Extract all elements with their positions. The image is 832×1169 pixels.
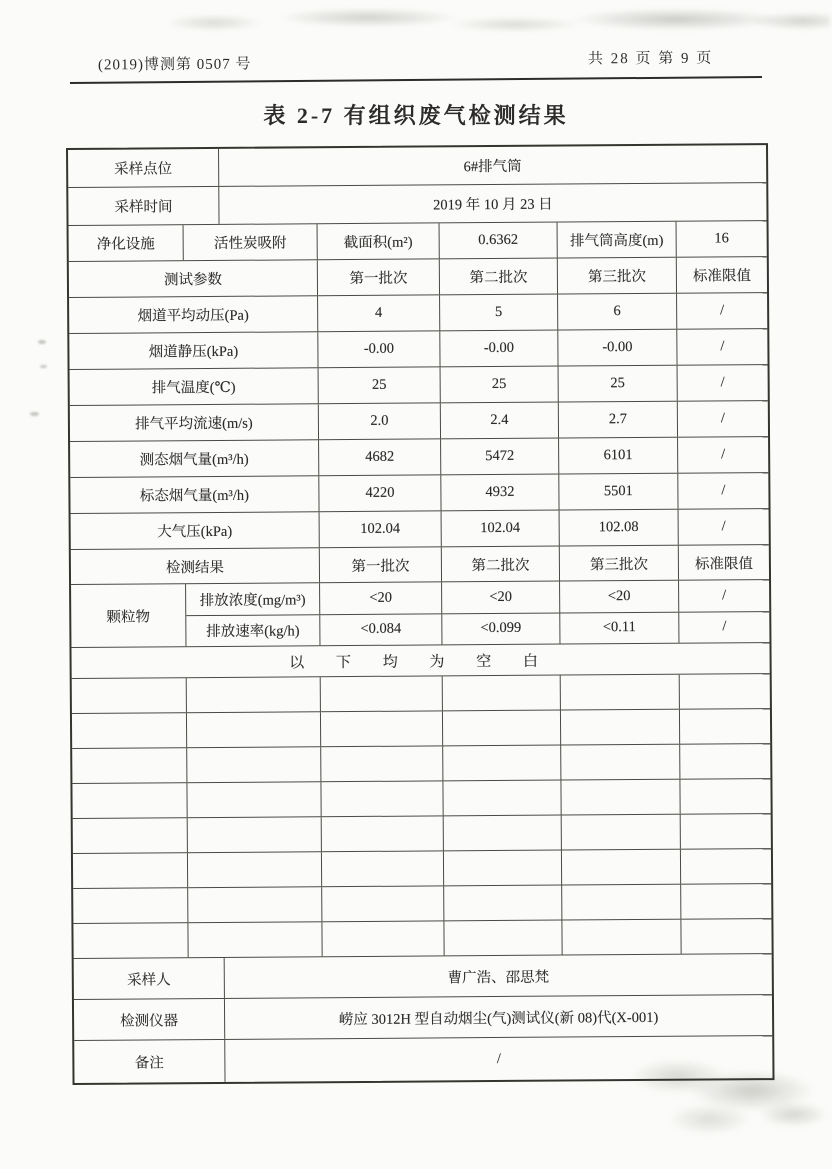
param-value: 4682 <box>319 439 441 475</box>
blank-cell <box>73 818 188 853</box>
param-value: 25 <box>559 366 678 402</box>
blank-cell <box>444 921 562 956</box>
param-value: 2.7 <box>559 402 678 438</box>
param-value: 25 <box>319 367 441 403</box>
emission-concentration-label: 排放浓度(mg/m³) <box>186 583 320 614</box>
limit-header: 标准限值 <box>692 268 751 285</box>
blank-cell <box>187 782 321 817</box>
blank-row <box>72 709 770 749</box>
table-title: 表 2-7 有组织废气检测结果 <box>263 103 569 128</box>
sampling-time-value: 2019 年 10 月 23 日 <box>433 196 553 214</box>
param-value: 2.0 <box>319 403 441 439</box>
param-limit: / <box>720 338 725 355</box>
table-row-blank-note <box>71 643 769 679</box>
blank-cell <box>321 781 443 816</box>
blank-row <box>73 814 771 854</box>
limit-header: 标准限值 <box>694 555 753 573</box>
blank-cell <box>562 885 681 920</box>
blank-cell <box>187 747 321 782</box>
batch2-header: 第二批次 <box>440 259 558 295</box>
blank-cell <box>73 888 188 923</box>
blank-cell <box>444 851 562 886</box>
param-value: 102.08 <box>560 510 679 546</box>
emission-limit: / <box>722 587 727 604</box>
blank-row <box>73 919 771 959</box>
table-row-sampler <box>74 954 772 1000</box>
blank-cell <box>73 923 188 958</box>
cross-section-value: 0.6362 <box>440 223 558 259</box>
blank-row <box>73 849 771 889</box>
blank-cell <box>188 852 322 887</box>
table-row-result-header <box>71 545 769 585</box>
param-limit: / <box>721 482 726 499</box>
blank-cell <box>72 678 187 713</box>
blank-row <box>72 674 770 714</box>
blank-cell <box>562 920 681 955</box>
blank-cell <box>680 744 770 779</box>
blank-row <box>72 744 770 784</box>
blank-cell <box>187 712 321 747</box>
blank-cell <box>561 710 680 745</box>
blank-cell <box>681 814 771 849</box>
blank-note: 以 下 均 为 空 白 <box>289 653 553 671</box>
pollutant-subrows <box>186 580 769 646</box>
param-value: 6 <box>558 294 677 330</box>
table-row-exhaust-temperature <box>70 365 768 406</box>
batch2-header: 第二批次 <box>442 547 560 582</box>
cross-section-label: 截面积(m²) <box>318 223 440 259</box>
table-row-standard-flue-gas <box>70 473 768 514</box>
emission-value: <20 <box>560 581 679 612</box>
blank-cell <box>322 851 444 886</box>
blank-row <box>72 779 770 819</box>
param-label: 测态烟气量(m³/h) <box>70 440 319 477</box>
blank-cell <box>680 779 770 814</box>
table-row-purification <box>69 221 767 262</box>
scan-speck <box>40 365 47 368</box>
detection-result-table <box>66 143 775 1085</box>
blank-cell <box>681 919 771 954</box>
blank-cell <box>561 745 680 780</box>
table-row-dynamic-pressure <box>69 293 767 334</box>
table-row-remark <box>74 1036 772 1083</box>
param-limit: / <box>720 374 725 391</box>
blank-cell <box>72 748 187 783</box>
param-limit: / <box>721 518 726 535</box>
table-row-param-header <box>69 257 767 298</box>
emission-rate-row <box>186 612 769 647</box>
remark-label: 备注 <box>74 1040 225 1083</box>
param-value: 6101 <box>559 438 678 474</box>
emission-value: <0.11 <box>560 612 679 643</box>
sampler-label: 采样人 <box>74 958 225 999</box>
param-limit: / <box>721 446 726 463</box>
batch3-header: 第三批次 <box>560 546 679 581</box>
blank-cell <box>188 817 322 852</box>
emission-value: <0.099 <box>442 613 560 644</box>
param-value: 4220 <box>319 475 441 511</box>
stack-height-label: 排气筒高度(m) <box>558 222 677 258</box>
param-value: -0.00 <box>318 331 440 367</box>
blank-row <box>73 884 771 924</box>
blank-cell <box>681 849 771 884</box>
blank-cell <box>561 780 680 815</box>
param-value: 25 <box>441 367 559 403</box>
blank-cell <box>443 676 561 711</box>
param-value: 102.04 <box>442 511 560 547</box>
param-label: 烟道静压(kPa) <box>69 332 318 369</box>
table-row-instrument <box>74 995 772 1041</box>
blank-cell <box>443 711 561 746</box>
blank-cell <box>321 676 443 711</box>
instrument-label: 检测仪器 <box>74 999 225 1040</box>
sampling-point-label: 采样点位 <box>68 149 219 187</box>
emission-concentration-row <box>186 580 769 616</box>
param-value: 4 <box>318 295 440 331</box>
blank-cell <box>187 677 321 712</box>
sampler-value: 曹广浩、邵思梵 <box>447 969 550 986</box>
instrument-value: 崂应 3012H 型自动烟尘(气)测试仪(新 08)代(X-001) <box>338 1009 659 1028</box>
blank-cell <box>188 922 322 957</box>
blank-cell <box>444 816 562 851</box>
table-row-static-pressure <box>69 329 767 370</box>
table-row-sampling-time <box>68 183 766 226</box>
table-row-particulate <box>71 580 769 648</box>
batch3-header: 第三批次 <box>558 258 677 294</box>
table-row-sampling-point <box>68 145 766 188</box>
blank-cell <box>72 783 187 818</box>
emission-value: <20 <box>442 582 560 613</box>
blank-cell <box>188 887 322 922</box>
param-value: 2.4 <box>441 403 559 439</box>
pollutant-name: 颗粒物 <box>71 584 186 647</box>
remark-value: / <box>496 1050 501 1067</box>
blank-cell <box>444 886 562 921</box>
blank-cell <box>321 746 443 781</box>
param-value: 5 <box>440 295 558 331</box>
scan-noise-top <box>130 4 830 38</box>
param-limit: / <box>720 410 725 427</box>
purification-method: 活性炭吸附 <box>184 224 318 260</box>
param-value: 102.04 <box>320 511 442 547</box>
param-label: 大气压(kPa) <box>71 512 320 549</box>
blank-cell <box>72 713 187 748</box>
param-value: -0.00 <box>440 331 558 367</box>
param-label: 标态烟气量(m³/h) <box>70 476 319 513</box>
emission-value: <20 <box>320 582 442 613</box>
scan-speck <box>38 340 46 344</box>
emission-limit: / <box>722 618 727 635</box>
blank-cell <box>443 781 561 816</box>
param-label: 排气平均流速(m/s) <box>70 404 319 441</box>
param-value: 5501 <box>559 474 678 510</box>
scan-speck <box>30 412 39 416</box>
purification-label: 净化设施 <box>69 225 184 261</box>
emission-rate-label: 排放速率(kg/h) <box>186 615 320 646</box>
emission-value: <0.084 <box>320 614 442 645</box>
sampling-time-label: 采样时间 <box>68 187 219 225</box>
blank-cell <box>322 886 444 921</box>
param-value: 5472 <box>441 439 559 475</box>
blank-cell <box>73 853 188 888</box>
page-indicator: 共 28 页 第 9 页 <box>587 50 714 68</box>
sampling-point-value: 6#排气筒 <box>463 158 522 176</box>
batch1-header: 第一批次 <box>320 547 442 582</box>
blank-cell <box>561 675 680 710</box>
table-row-atmospheric-pressure <box>71 509 769 550</box>
table-row-measured-flue-gas <box>70 437 768 478</box>
report-number: (2019)博测第 0507 号 <box>97 56 252 74</box>
blank-cell <box>681 884 771 919</box>
param-label: 排气温度(℃) <box>70 368 319 405</box>
blank-cell <box>680 709 770 744</box>
stack-height-value: 16 <box>714 230 729 247</box>
param-label: 烟道平均动压(Pa) <box>69 296 318 333</box>
header-rule <box>70 76 762 84</box>
blank-cell <box>443 746 561 781</box>
blank-cell <box>680 674 770 709</box>
result-header-label: 检测结果 <box>71 548 320 584</box>
param-value: 4932 <box>441 475 559 511</box>
param-limit: / <box>720 302 725 319</box>
blank-cell <box>322 816 444 851</box>
param-header-label: 测试参数 <box>69 260 318 297</box>
batch1-header: 第一批次 <box>318 259 440 295</box>
table-row-flow-velocity <box>70 401 768 442</box>
blank-cell <box>321 711 443 746</box>
blank-cell <box>562 815 681 850</box>
blank-cell <box>562 850 681 885</box>
blank-cell <box>322 921 444 956</box>
param-value: -0.00 <box>558 330 677 366</box>
